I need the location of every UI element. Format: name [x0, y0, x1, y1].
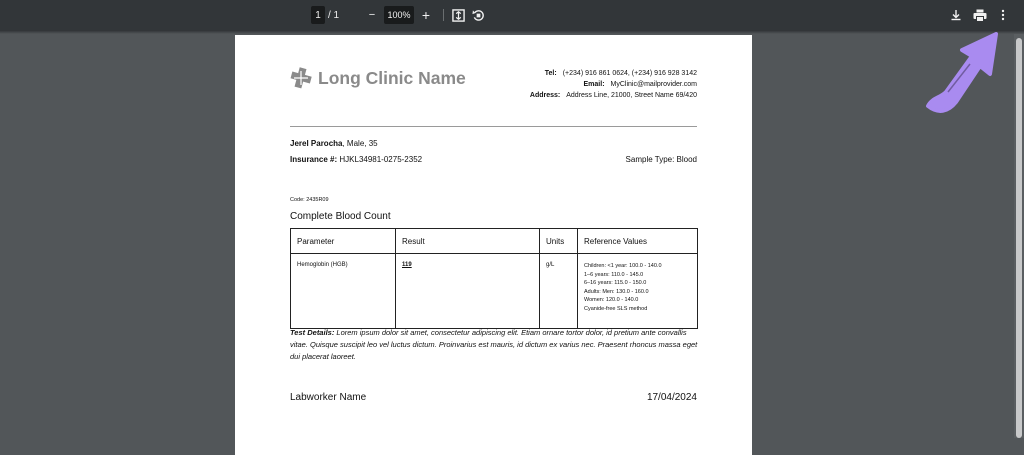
tel-label: Tel: — [544, 70, 557, 77]
address-value: Address Line, 21000, Street Name 69/420 — [566, 92, 697, 99]
reference-line: Children: <1 year: 100.0 - 140.0 — [584, 263, 662, 269]
details-label: Test Details: — [290, 328, 335, 337]
address-label: Address: — [529, 92, 561, 99]
test-code: Code: 2435R09 — [290, 197, 329, 203]
reference-line: 6–16 years: 115.0 - 150.0 — [584, 280, 647, 286]
patient-line — [290, 139, 378, 148]
annotation-arrow-icon — [918, 26, 1000, 118]
page-count: / 1 — [328, 9, 340, 21]
reference-line: Adults: Men: 130.0 - 160.0 — [584, 288, 649, 295]
patient-name: Jerel Parocha — [290, 139, 343, 148]
labworker-name: Labworker Name — [290, 392, 367, 403]
pdf-toolbar — [0, 0, 1024, 30]
header-divider — [290, 126, 697, 127]
zoom-input[interactable]: 100% — [384, 6, 414, 24]
pdf-page — [235, 35, 752, 455]
test-details — [290, 327, 700, 363]
table-row — [291, 254, 698, 329]
header-units: Units — [540, 229, 578, 254]
reference-line: Cyanide-free SLS method — [584, 305, 648, 312]
scrollbar-thumb[interactable] — [1016, 38, 1022, 438]
cell-units: g/L — [540, 254, 578, 329]
clinic-logo — [290, 67, 466, 89]
insurance-label: Insurance #: — [290, 155, 338, 164]
cell-parameter: Hemoglobin (HGB) — [291, 254, 396, 329]
download-button[interactable] — [949, 6, 963, 24]
results-table — [290, 228, 698, 329]
zoom-in-button[interactable]: + — [421, 7, 431, 23]
tel-value: (+234) 916 861 0624, (+234) 916 928 3142 — [562, 70, 697, 77]
rotate-icon — [472, 9, 485, 22]
fit-page-icon — [452, 9, 465, 22]
patient-info: , Male, 35 — [342, 139, 378, 148]
page-number-input[interactable]: 1 — [311, 6, 325, 24]
download-icon — [950, 9, 962, 21]
email-label: Email: — [583, 81, 605, 88]
toolbar-shadow — [0, 30, 1024, 34]
more-vert-icon — [1001, 9, 1005, 21]
clinic-name: Long Clinic Name — [318, 67, 466, 88]
contact-block — [530, 68, 697, 101]
insurance-line — [290, 155, 422, 164]
rotate-button[interactable] — [471, 6, 485, 24]
zoom-out-button[interactable]: − — [368, 9, 376, 21]
more-options-button[interactable] — [997, 6, 1009, 24]
toolbar-divider — [443, 9, 444, 21]
header-reference: Reference Values — [578, 229, 698, 254]
cell-reference — [578, 254, 698, 329]
print-icon — [973, 9, 987, 22]
medical-cross-icon — [290, 67, 312, 89]
reference-line: Women: 120.0 - 140.0 — [584, 297, 639, 303]
reference-line: 1–6 years: 110.0 - 145.0 — [584, 271, 644, 278]
details-text: Lorem ipsum dolor sit amet, consectetur adipiscing elit. Etiam ornare tortor dolor, id pretium ante convallis vitae. Quisque suscipit leo vel luctus dictum. Proinvarius est mauris, id dictum ex varius nec. Praesent rhoncus massa eget dui placerat laoreet. — [290, 328, 698, 361]
report-date: 17/04/2024 — [646, 392, 697, 403]
fit-page-button[interactable] — [451, 6, 465, 24]
cell-result — [396, 254, 540, 329]
header-result: Result — [396, 229, 540, 254]
sample-type: Sample Type: Blood — [625, 155, 697, 164]
print-button[interactable] — [972, 6, 988, 24]
insurance-number: HJKL34981-0275-2352 — [339, 155, 423, 164]
email-value: MyClinic@mailprovider.com — [610, 81, 697, 88]
header-parameter: Parameter — [291, 229, 396, 254]
test-title: Complete Blood Count — [290, 211, 391, 222]
result-value: 119 — [402, 262, 412, 268]
